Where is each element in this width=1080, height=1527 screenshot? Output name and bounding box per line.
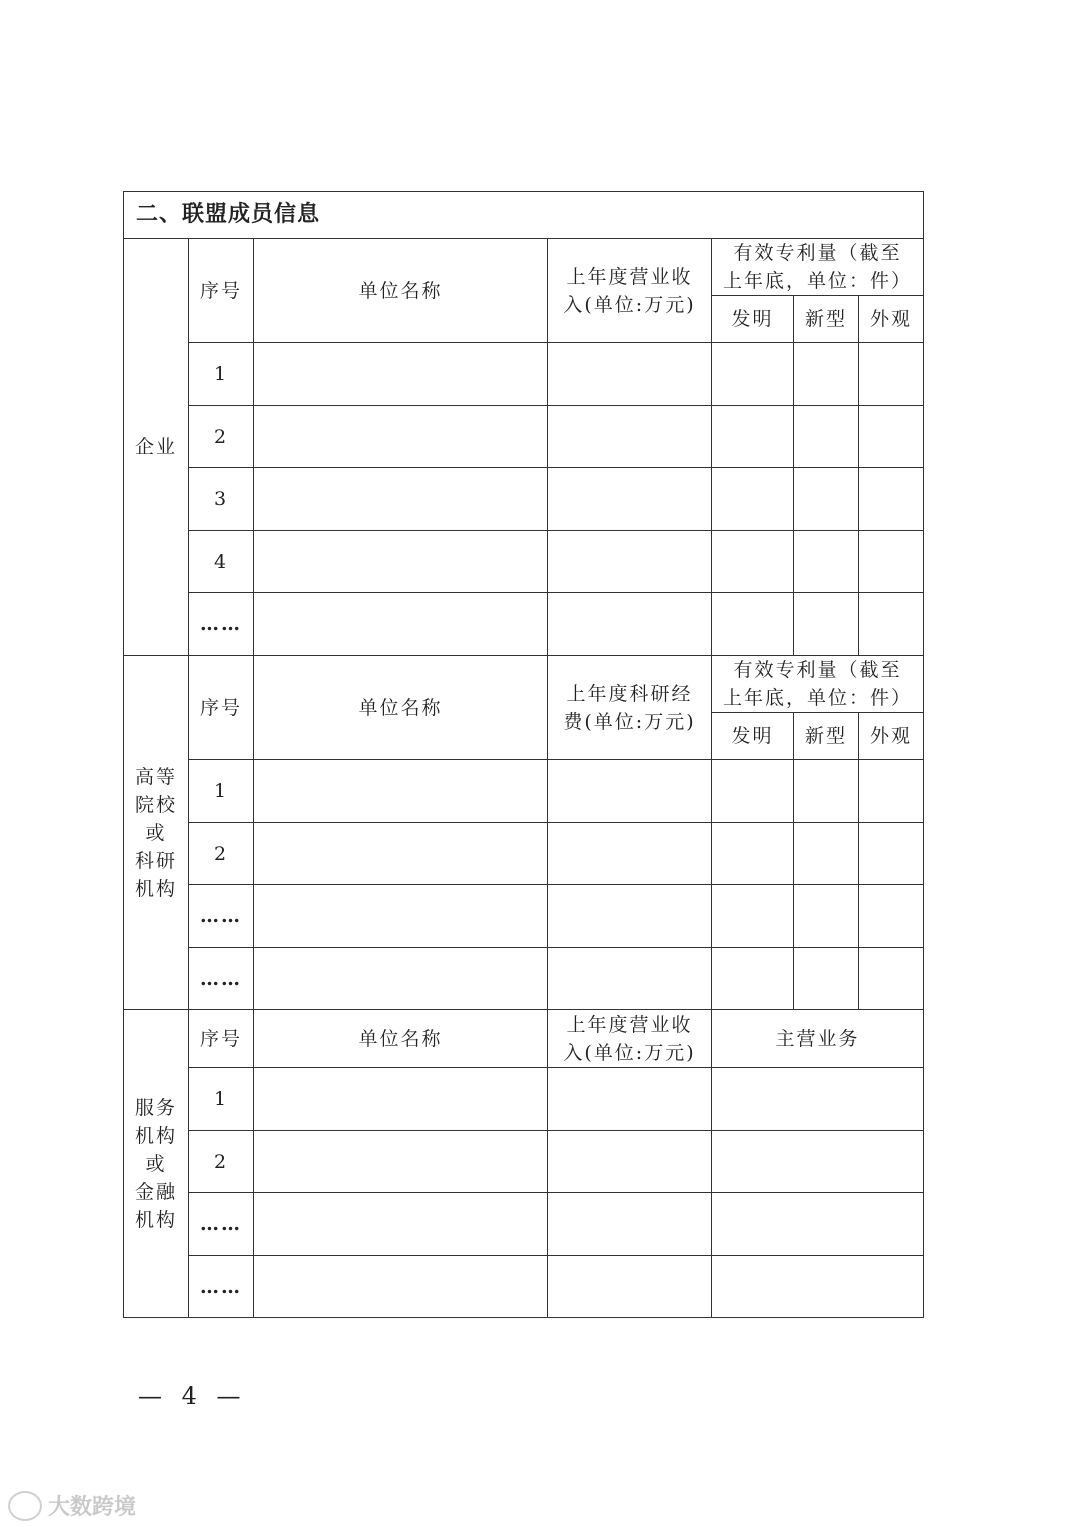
category-label-line: 或 [145, 1152, 167, 1175]
invention-cell[interactable] [712, 531, 794, 593]
invention-cell[interactable] [712, 760, 794, 823]
category-label-line: 或 [145, 821, 167, 844]
row-seq: …… [189, 1193, 254, 1256]
university-category-label [124, 656, 189, 1010]
design-header: 外观 [859, 296, 924, 343]
utility-model-cell[interactable] [794, 406, 859, 468]
utility-model-cell[interactable] [794, 531, 859, 593]
row-seq: …… [189, 1256, 254, 1318]
category-label-line: 机构 [134, 877, 177, 900]
page-number: — 4 — [138, 1382, 247, 1410]
category-label-line: 院校 [134, 793, 177, 816]
header-line: 上年底，单位：件） [723, 270, 913, 292]
table-row [124, 593, 924, 656]
alliance-member-table [123, 191, 924, 1318]
table-row [124, 406, 924, 468]
seq-header: 序号 [189, 656, 254, 760]
header-line: 费(单位:万元) [563, 710, 696, 733]
unit-name-cell[interactable] [254, 948, 548, 1010]
service-category-label [124, 1010, 189, 1318]
category-label-line: 机构 [134, 1208, 177, 1231]
table-row [124, 1256, 924, 1318]
enterprise-category-label [124, 239, 189, 656]
table-row [124, 343, 924, 406]
unit-name-cell[interactable] [254, 885, 548, 948]
unit-name-header: 单位名称 [254, 239, 548, 343]
design-cell[interactable] [859, 948, 924, 1010]
funding-cell[interactable] [548, 823, 712, 885]
row-seq: 2 [189, 1131, 254, 1193]
design-cell[interactable] [859, 343, 924, 406]
row-seq: 1 [189, 343, 254, 406]
header-line: 入(单位:万元) [563, 293, 696, 316]
revenue-cell[interactable] [548, 1068, 712, 1131]
design-cell[interactable] [859, 823, 924, 885]
utility-model-cell[interactable] [794, 948, 859, 1010]
unit-name-cell[interactable] [254, 1193, 548, 1256]
design-cell[interactable] [859, 531, 924, 593]
seq-header: 序号 [189, 1010, 254, 1068]
row-seq: …… [189, 948, 254, 1010]
main-business-cell[interactable] [712, 1256, 924, 1318]
revenue-cell[interactable] [548, 406, 712, 468]
patent-count-header [712, 239, 924, 296]
row-seq: …… [189, 593, 254, 656]
header-line: 入(单位:万元) [563, 1041, 696, 1064]
main-business-cell[interactable] [712, 1131, 924, 1193]
invention-cell[interactable] [712, 593, 794, 656]
research-funding-header [548, 656, 712, 760]
unit-name-cell[interactable] [254, 1131, 548, 1193]
unit-name-cell[interactable] [254, 343, 548, 406]
main-business-header: 主营业务 [712, 1010, 924, 1068]
header-line: 上年度科研经 [566, 682, 693, 705]
utility-model-header: 新型 [794, 713, 859, 760]
invention-header: 发明 [712, 713, 794, 760]
invention-header: 发明 [712, 296, 794, 343]
category-label-line: 科研 [134, 849, 177, 872]
invention-cell[interactable] [712, 885, 794, 948]
header-line: 上年度营业收 [566, 1013, 693, 1036]
row-seq: 4 [189, 531, 254, 593]
unit-name-cell[interactable] [254, 1256, 548, 1318]
unit-name-cell[interactable] [254, 760, 548, 823]
revenue-cell[interactable] [548, 468, 712, 531]
design-cell[interactable] [859, 468, 924, 531]
table-row [124, 1193, 924, 1256]
revenue-cell[interactable] [548, 531, 712, 593]
invention-cell[interactable] [712, 823, 794, 885]
main-business-cell[interactable] [712, 1068, 924, 1131]
row-seq: 1 [189, 760, 254, 823]
main-business-cell[interactable] [712, 1193, 924, 1256]
header-line: 有效专利量（截至 [733, 242, 902, 264]
table-row [124, 468, 924, 531]
unit-name-cell[interactable] [254, 823, 548, 885]
utility-model-cell[interactable] [794, 343, 859, 406]
row-seq: 2 [189, 406, 254, 468]
unit-name-header: 单位名称 [254, 656, 548, 760]
table-row [124, 1131, 924, 1193]
design-header: 外观 [859, 713, 924, 760]
design-cell[interactable] [859, 406, 924, 468]
unit-name-cell[interactable] [254, 531, 548, 593]
table-row [124, 885, 924, 948]
section-title: 二、联盟成员信息 [124, 192, 924, 239]
row-seq: 2 [189, 823, 254, 885]
revenue-cell[interactable] [548, 593, 712, 656]
table-row [124, 531, 924, 593]
utility-model-cell[interactable] [794, 823, 859, 885]
design-cell[interactable] [859, 593, 924, 656]
invention-cell[interactable] [712, 406, 794, 468]
category-label-line: 金融 [134, 1180, 177, 1203]
funding-cell[interactable] [548, 885, 712, 948]
category-label-line: 企业 [134, 436, 177, 458]
row-seq: 1 [189, 1068, 254, 1131]
design-cell[interactable] [859, 885, 924, 948]
row-seq: …… [189, 885, 254, 948]
invention-cell[interactable] [712, 343, 794, 406]
revenue-cell[interactable] [548, 1193, 712, 1256]
header-line: 上年底，单位：件） [723, 687, 913, 709]
utility-model-cell[interactable] [794, 760, 859, 823]
invention-cell[interactable] [712, 468, 794, 531]
row-seq: 3 [189, 468, 254, 531]
invention-cell[interactable] [712, 948, 794, 1010]
patent-count-header [712, 656, 924, 713]
watermark-text: 大数跨境 [48, 1495, 137, 1520]
revenue-header [548, 1010, 712, 1068]
design-cell[interactable] [859, 760, 924, 823]
unit-name-header: 单位名称 [254, 1010, 548, 1068]
seq-header: 序号 [189, 239, 254, 343]
unit-name-cell[interactable] [254, 468, 548, 531]
unit-name-cell[interactable] [254, 1068, 548, 1131]
category-label-line: 高等 [134, 765, 177, 788]
utility-model-header: 新型 [794, 296, 859, 343]
category-label-line: 机构 [134, 1124, 177, 1147]
table-row [124, 948, 924, 1010]
utility-model-cell[interactable] [794, 885, 859, 948]
revenue-cell[interactable] [548, 1256, 712, 1318]
funding-cell[interactable] [548, 948, 712, 1010]
utility-model-cell[interactable] [794, 468, 859, 531]
table-row [124, 1068, 924, 1131]
revenue-cell[interactable] [548, 1131, 712, 1193]
header-line: 上年度营业收 [566, 265, 693, 288]
utility-model-cell[interactable] [794, 593, 859, 656]
unit-name-cell[interactable] [254, 593, 548, 656]
category-label-line: 服务 [134, 1096, 177, 1119]
watermark-logo-icon [8, 1491, 42, 1521]
watermark [8, 1490, 136, 1521]
unit-name-cell[interactable] [254, 406, 548, 468]
header-line: 有效专利量（截至 [733, 659, 902, 681]
revenue-header [548, 239, 712, 343]
funding-cell[interactable] [548, 760, 712, 823]
revenue-cell[interactable] [548, 343, 712, 406]
table-row [124, 823, 924, 885]
table-row [124, 760, 924, 823]
